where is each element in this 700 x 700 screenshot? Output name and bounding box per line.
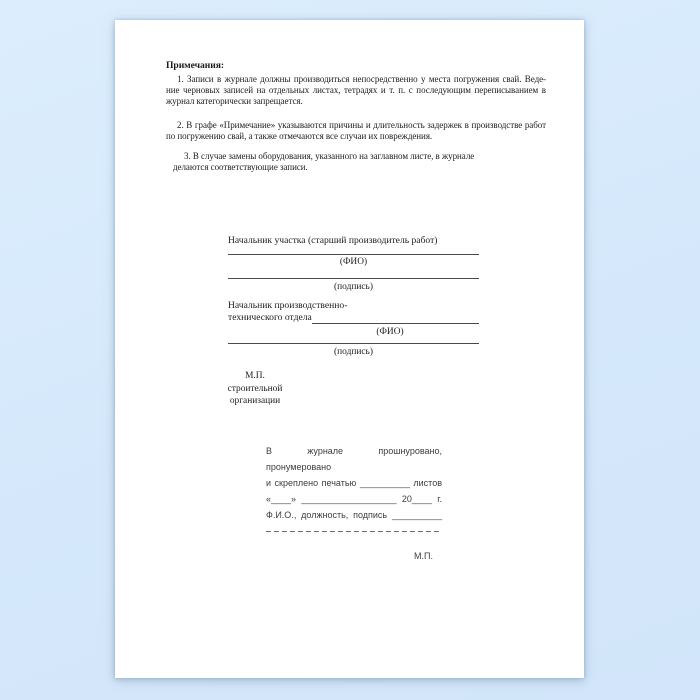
note-line: по погружению свай, а также отмечаются все случаи их повреждения. [166,130,433,141]
signature-block-dept-chief [228,300,479,358]
signature-line [228,343,479,344]
stamp-line: строительной [227,383,283,394]
stamp-line: М.П. [245,371,265,381]
note-line: ние черновых записей на отдельных листах, тетрадях и т. п. с последующим переписыванием в [166,84,546,95]
signature-caption: (подпись) [334,347,373,357]
signature-block-site-chief [228,235,479,293]
note-line: 3. В случае замены оборудования, указанного на заглавном листе, в журнале [184,150,475,161]
dashed-line [266,531,442,532]
certification-line: В журнале прошнуровано, пронумеровано [266,446,442,472]
dept-chief-label-row [228,312,479,324]
certification-line: Ф.И.О., должность, подпись __________ [266,510,442,520]
note-item-2 [166,120,546,142]
note-item-1 [166,74,546,107]
stamp-mark: М.П. [414,551,433,561]
signature-line [228,254,479,255]
certification-block [266,443,442,532]
dept-chief-label-line2: технического отдела [228,312,312,323]
stamp-area-org [225,370,285,408]
notes-section [166,60,546,173]
note-line: 2. В графе «Примечание» указываются причины и длительность задержек в производстве работ [177,119,546,130]
site-chief-label: Начальник участка (старший производитель работ) [228,235,438,246]
note-line: журнал категорически запрещается. [166,95,303,106]
document-page [115,20,584,678]
certification-line: и скреплено печатью __________ листов [266,478,442,488]
note-item-3 [166,151,546,173]
fio-caption: (ФИО) [376,327,404,337]
signature-line [228,278,479,279]
stamp-line: организации [229,396,281,406]
certification-line: «____» ___________________ 20____ г. [266,494,442,504]
signature-caption: (подпись) [334,282,373,292]
note-line: делаются соответствующие записи. [173,161,308,172]
dept-chief-label-line1: Начальник производственно- [228,300,348,311]
note-line: 1. Записи в журнале должны производиться непосредственно у места погружения свай. Веде- [177,73,546,84]
signature-line [312,313,479,324]
fio-caption: (ФИО) [339,257,368,267]
notes-heading: Примечания: [166,60,224,71]
